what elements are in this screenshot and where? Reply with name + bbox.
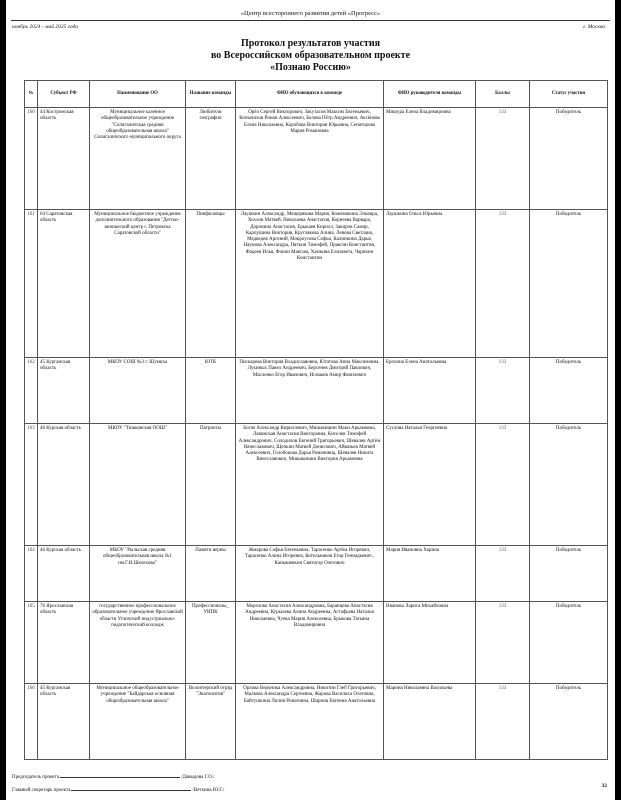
row-leader: Марина Николаевна Васильева — [384, 684, 476, 760]
chair-label: Председатель проекта — [12, 775, 60, 780]
row-region: 45 Курганская область — [38, 684, 90, 760]
header-rule — [11, 20, 610, 21]
row-number: 166 — [25, 684, 38, 760]
row-number: 160 — [25, 108, 38, 210]
table-row — [25, 546, 608, 602]
row-team: Любители географии — [186, 108, 236, 210]
city: г. Москва — [582, 24, 605, 30]
row-organization: государственное профессиональное образовательное учреждение Ярославской области Угличский индустриально-педагогический колледж — [90, 602, 186, 684]
page-number: 32 — [601, 783, 607, 789]
table-row — [25, 108, 608, 210]
row-status: Победитель — [530, 546, 608, 602]
title-line-2: во Всероссийском образовательном проекте — [210, 50, 411, 61]
footer-secretary — [12, 788, 224, 793]
row-status: Победитель — [530, 108, 608, 210]
row-region: 76 Ярославская область — [38, 602, 90, 684]
row-status: Победитель — [530, 424, 608, 546]
column-header-num: № — [25, 81, 38, 108]
row-team: Пинфиловцы — [186, 210, 236, 358]
chair-name: /Давыдова Г.О./ — [181, 775, 215, 780]
column-header-region: Субъект РФ — [38, 81, 90, 108]
column-header-team: Название команды — [186, 81, 236, 108]
row-team: ЮТК — [186, 358, 236, 424]
row-organization: Муниципальное казенное общеобразовательное учреждение "Солигаличская средняя общеобразовательная школа" Солигаличского муниципального округа — [90, 108, 186, 210]
row-team: Профессионалы_ УИПК — [186, 602, 236, 684]
table-row — [25, 684, 608, 760]
row-score: 133 — [476, 358, 530, 424]
row-region: 46 Курская область — [38, 424, 90, 546]
row-organization: МКОУ СОШ №3 г. Шумиха — [90, 358, 186, 424]
table-header-row — [25, 81, 608, 108]
row-leader: Иванова Лариса Михайловна — [384, 602, 476, 684]
row-status: Победитель — [530, 210, 608, 358]
secretary-label: Главный секретарь проекта — [12, 788, 71, 793]
table-row — [25, 358, 608, 424]
column-header-leader: ФИО руководителя команды — [384, 81, 476, 108]
row-region: 64 Саратовская область — [38, 210, 90, 358]
row-organization: МКОУ "Тишковская ООШ" — [90, 424, 186, 546]
table-row — [25, 210, 608, 358]
row-leader: Мишура Елена Владимировна — [384, 108, 476, 210]
signature-line — [60, 777, 180, 778]
footer-chair — [12, 775, 214, 780]
title-line-1: Протокол результатов участия — [240, 38, 381, 49]
secretary-name: /Веткина Ю.Г./ — [192, 788, 225, 793]
row-organization: Муниципальное общеобразовательное учреждение "Байдарская основная общеобразовательная школа" — [90, 684, 186, 760]
row-score: 133 — [476, 684, 530, 760]
row-score: 133 — [476, 210, 530, 358]
column-header-students: ФИО обучающихся в команде — [236, 81, 384, 108]
project-period: ноябрь 2024 - май 2025 года — [12, 24, 79, 30]
row-organization: МБОУ "Рыльская средняя общеобразовательная школа №1 им.Г.И.Шелехова" — [90, 546, 186, 602]
column-header-status: Статус участия — [530, 81, 608, 108]
row-score: 133 — [476, 424, 530, 546]
row-status: Победитель — [530, 602, 608, 684]
row-students: Богач Александр Кириллович, Мишакишин Маки Арьамовна, Лавинская Анастасия Викторовна, Киселев Тимофей Александрович, Солодилов Евгений Григорьевич, Шевалев Артём Вячеславович, Щепкин Матвей Денисович, Айвазьев Матвей Алексеевич, Голобокова Дарья Романовна, Шевалев Никита Вячеславович, Мишакишин Виктория Арьамовна — [236, 424, 384, 546]
protocol-title — [6, 38, 615, 74]
row-number: 165 — [25, 602, 38, 684]
row-status: Победитель — [530, 684, 608, 760]
row-leader: Ерохина Елена Анатольевна — [384, 358, 476, 424]
row-leader: Суслова Наталья Георгиевна — [384, 424, 476, 546]
signature-line — [71, 790, 191, 791]
document-page — [6, 0, 615, 800]
row-status: Победитель — [530, 358, 608, 424]
row-students: Жмарова Софья Евгеньевна, Тарасенко Артём Игоревич, Тарасенко Алина Игоревна, Котельников Егор Геннадьевич , Капышевкин Святогор Олегович — [236, 546, 384, 602]
row-number: 162 — [25, 358, 38, 424]
row-score: 133 — [476, 546, 530, 602]
row-organization: Муниципальное бюджетное учреждение дополнительного образования "Детско-юношеский центр г. Петровска Саратовской области" — [90, 210, 186, 358]
row-team: Памяти верны — [186, 546, 236, 602]
results-table — [24, 80, 608, 760]
row-students: Лаушкин Александр, Мещерякова Мария, Кожемякина Эльвира, Хохлов Матвей, Николаева Анастасия, Корнеева Варвара, Доронина Анастасия, Ерыкаев Кирилл, Закиров Самир, Карпушина Виктория, Круглякова Алина, Левова Светлана, Медведев Арсений, Мокроусова Софья, Калинкина Дарья, Наумова Александра, Пяткин Тимофей, Праксин Константин, Фадеев Илья, Фокин Максим, Хамкина Елизавета, Чарикин Константин — [236, 210, 384, 358]
row-students: Морозова Анастасия Александровна, Баранцева Анастасия Андреевна, Курылева Алина Андреевна, Астафьева Наталья Николаевна, Чуева Мария Алексеевна, Брыкова Татьяна Владимировна — [236, 602, 384, 684]
column-header-score: Баллы — [476, 81, 530, 108]
title-line-3: «Познаю Россию» — [270, 62, 351, 73]
row-team: Волонтерский отряд "Экопозитив" — [186, 684, 236, 760]
row-number: 161 — [25, 210, 38, 358]
row-score: 133 — [476, 602, 530, 684]
row-number: 164 — [25, 546, 38, 602]
row-students: Пискарева Виктория Владиславовна, Югатова Анна Максимовна, Лукиных Павел Андреевич, Берсенев Дмитрий Павлович, Масленко Егор Иванович, Исмаков Амир Фанилевич — [236, 358, 384, 424]
row-region: 45 Курганская область — [38, 358, 90, 424]
row-students: Орёл Сергей Викторович, Закутасов Максим Евгеньевич, Копычихов Роман Алексеевич, Белова Пётр Андреевич, Аксёнова Елена Николаевна, Коробова Виктория Юрьевна, Сенаторова Мария Романовна — [236, 108, 384, 210]
organization-header: «Центр всестороннего развития детей «Прогресс» — [240, 10, 381, 17]
row-number: 163 — [25, 424, 38, 546]
row-region: 44 Костромская область — [38, 108, 90, 210]
row-leader: Лаушкина Ольга Юрьевна — [384, 210, 476, 358]
table-row — [25, 602, 608, 684]
row-leader: Мария Ивановна Харина — [384, 546, 476, 602]
row-team: Патриоты — [186, 424, 236, 546]
column-header-oo: Наименование ОО — [90, 81, 186, 108]
table-row — [25, 424, 608, 546]
row-students: Орлова Вероника Александровна, Никитин Глеб Григорьевич, Малкова Александра Сергеевна, Жарова Василиса Олеговна, Байтушкина Лилия Ринатовна, Шарина Евгения Анатольевна — [236, 684, 384, 760]
row-score: 133 — [476, 108, 530, 210]
row-region: 46 Курская область — [38, 546, 90, 602]
